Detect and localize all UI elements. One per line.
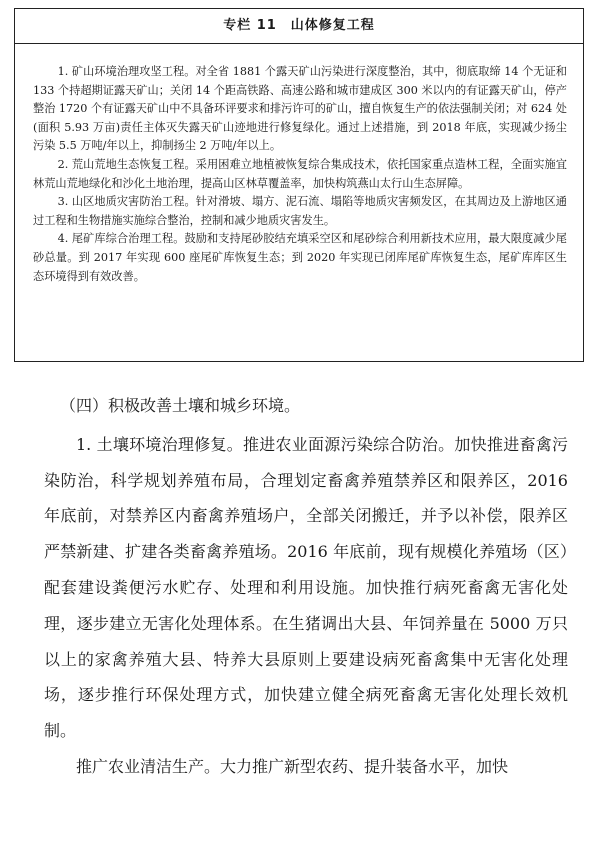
box-item-4: 4. 尾矿库综合治理工程。鼓励和支持尾砂胶结充填采空区和尾砂综合利用新技术应用，最大限度减少尾砂总量。到 2017 年实现 600 座尾矿库恢复生态；到 2020 年实现已闭库尾矿库恢复生态，尾矿库库区生态环境得到有效改善。 (33, 232, 567, 283)
main-text (44, 388, 568, 785)
body-paragraph: 1. 土壤环境治理修复。推进农业面源污染综合防治。加快推进畜禽污染防治，科学规划养殖布局，合理划定畜禽养殖禁养区和限养区，2016 年底前，对禁养区内畜禽养殖场户，全部关闭搬迁，并予以补偿，限养区严禁新建、扩建各类畜禽养殖场。2016 年底前，现有规模化养殖场（区）配套建设粪便污水贮存、处理和利用设施。加快推行病死畜禽无害化处理，逐步建立无害化处理体系。在生猪调出大县、年饲养量在 5000 万只以上的家禽养殖大县、特养大县原则上要建设病死畜禽集中无害化处理场，逐步推行环保处理方式，加快建立健全病死畜禽无害化处理长效机制。 (44, 434, 568, 741)
box-title: 专栏 11 山体修复工程 (15, 9, 583, 44)
section-heading: （四）积极改善土壤和城乡环境。 (60, 396, 301, 415)
box-body (33, 63, 567, 286)
box-item-1: 1. 矿山环境治理攻坚工程。对全省 1881 个露天矿山污染进行深度整治，其中，彻底取缔 14 个无证和 133 个持超期证露天矿山；关闭 14 个距高铁路、高速公路和城市建成区 300 米以内的有证露天矿山，停产整治 1720 个有证露天矿山中不具备环评要求和排污许可的矿山，擅自恢复生产的依法强制关闭；对 624 处(面积 5.93 万亩)责任主体灭失露天矿山迹地进行修复绿化。通过上述措施，到 2018 年底，实现减少扬尘污染 5.5 万吨/年以上，抑制扬尘 2 万吨/年以上。 (33, 65, 567, 153)
box-item-2: 2. 荒山荒地生态恢复工程。采用困难立地植被恢复综合集成技术，依托国家重点造林工程，全面实施宜林荒山荒地绿化和沙化土地治理，提高山区林草覆盖率，加快构筑燕山太行山生态屏障。 (33, 157, 567, 190)
special-column-box (14, 8, 584, 362)
box-item-3: 3. 山区地质灾害防治工程。针对滑坡、塌方、泥石流、塌陷等地质灾害频发区，在其周边及上游地区通过工程和生物措施实施综合整治，控制和减少地质灾害发生。 (33, 195, 567, 227)
body-paragraph: 推广农业清洁生产。大力推广新型农药、提升装备水平，加快 (76, 756, 509, 776)
